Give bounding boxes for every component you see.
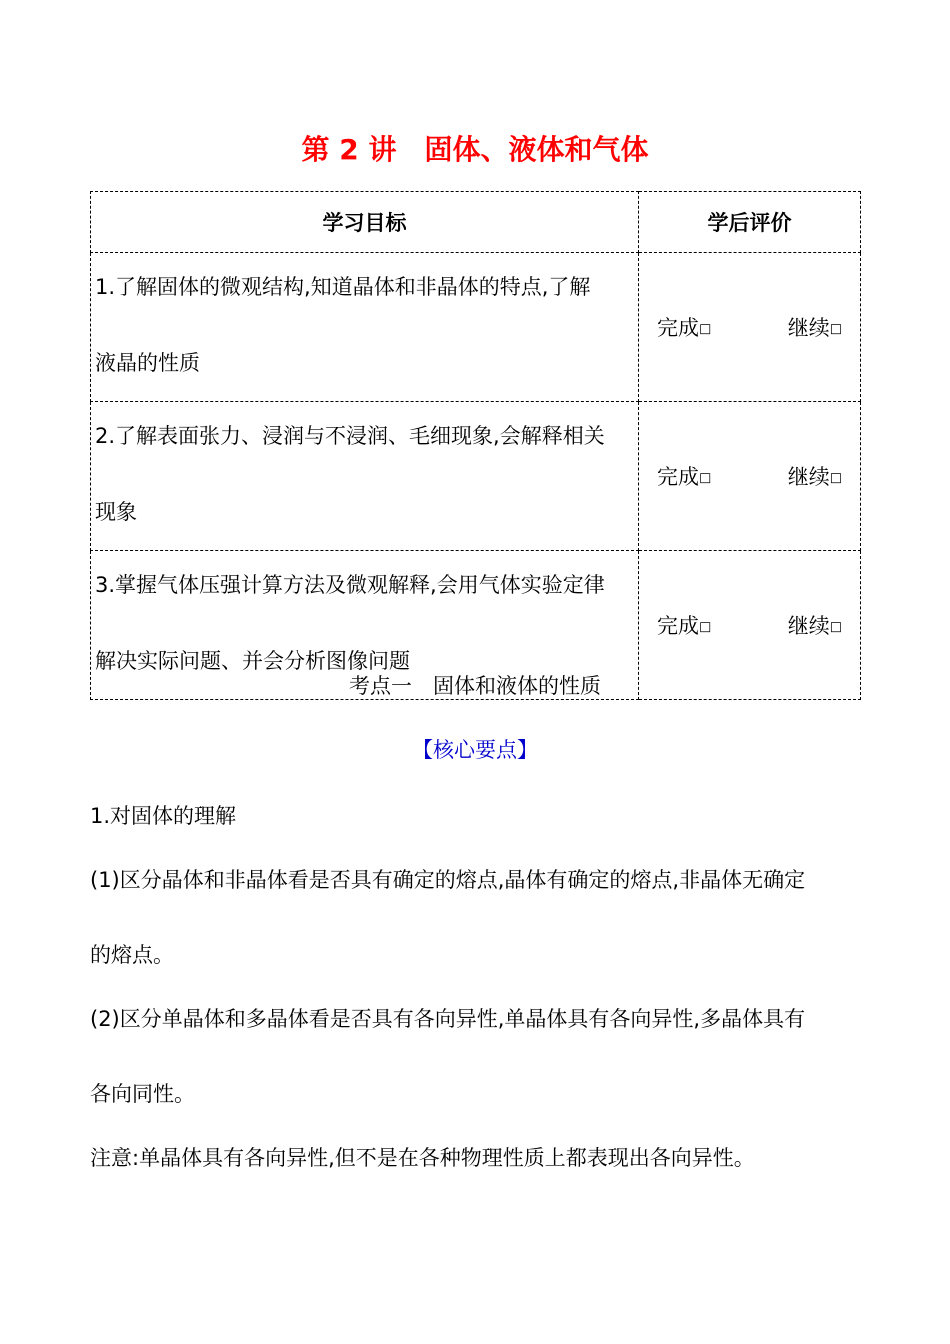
checkbox[interactable]: □	[699, 619, 712, 635]
table-row	[91, 402, 861, 551]
goal-cell	[91, 402, 639, 551]
paragraph-line: 各向同性。	[90, 1082, 195, 1106]
page-title: 第 2 讲 固体、液体和气体	[301, 133, 649, 166]
checkbox[interactable]: □	[699, 470, 712, 486]
header-self-evaluation: 学后评价	[639, 192, 861, 253]
goal-line: 解决实际问题、并会分析图像问题	[95, 649, 410, 673]
complete-option[interactable]: 完成□	[657, 465, 712, 489]
note-paragraph: 注意:单晶体具有各向异性,但不是在各种物理性质上都表现出各向异性。	[90, 1146, 755, 1170]
core-points-heading: 【核心要点】	[412, 738, 538, 762]
continue-option[interactable]: 继续□	[787, 316, 842, 340]
goal-line: 2.了解表面张力、浸润与不浸润、毛细现象,会解释相关	[95, 424, 605, 448]
goal-text	[91, 249, 638, 401]
goal-cell	[91, 253, 639, 402]
checkbox[interactable]: □	[699, 321, 712, 337]
goal-line: 现象	[95, 500, 137, 524]
goal-line: 3.掌握气体压强计算方法及微观解释,会用气体实验定律	[95, 573, 605, 597]
evaluation-cell	[639, 253, 861, 402]
goal-line: 液晶的性质	[95, 351, 200, 375]
learning-goals-table	[90, 191, 861, 700]
continue-option[interactable]: 继续□	[787, 465, 842, 489]
checkbox[interactable]: □	[829, 321, 842, 337]
paragraph-line: (2)区分单晶体和多晶体看是否具有各向异性,单晶体具有各向异性,多晶体具有	[90, 1007, 806, 1031]
table-header-row	[91, 192, 861, 253]
goal-text	[91, 398, 638, 550]
checkbox[interactable]: □	[829, 619, 842, 635]
paragraph-heading: 1.对固体的理解	[90, 804, 237, 828]
complete-option[interactable]: 完成□	[657, 614, 712, 638]
section-title: 考点一 固体和液体的性质	[349, 674, 601, 698]
continue-option[interactable]: 继续□	[787, 614, 842, 638]
paragraph-line: (1)区分晶体和非晶体看是否具有确定的熔点,晶体有确定的熔点,非晶体无确定	[90, 868, 806, 892]
goal-line: 1.了解固体的微观结构,知道晶体和非晶体的特点,了解	[95, 275, 591, 299]
evaluation-cell	[639, 402, 861, 551]
checkbox[interactable]: □	[829, 470, 842, 486]
table-row	[91, 253, 861, 402]
header-learning-goal: 学习目标	[91, 192, 639, 253]
complete-option[interactable]: 完成□	[657, 316, 712, 340]
paragraph-line: 的熔点。	[90, 943, 174, 967]
